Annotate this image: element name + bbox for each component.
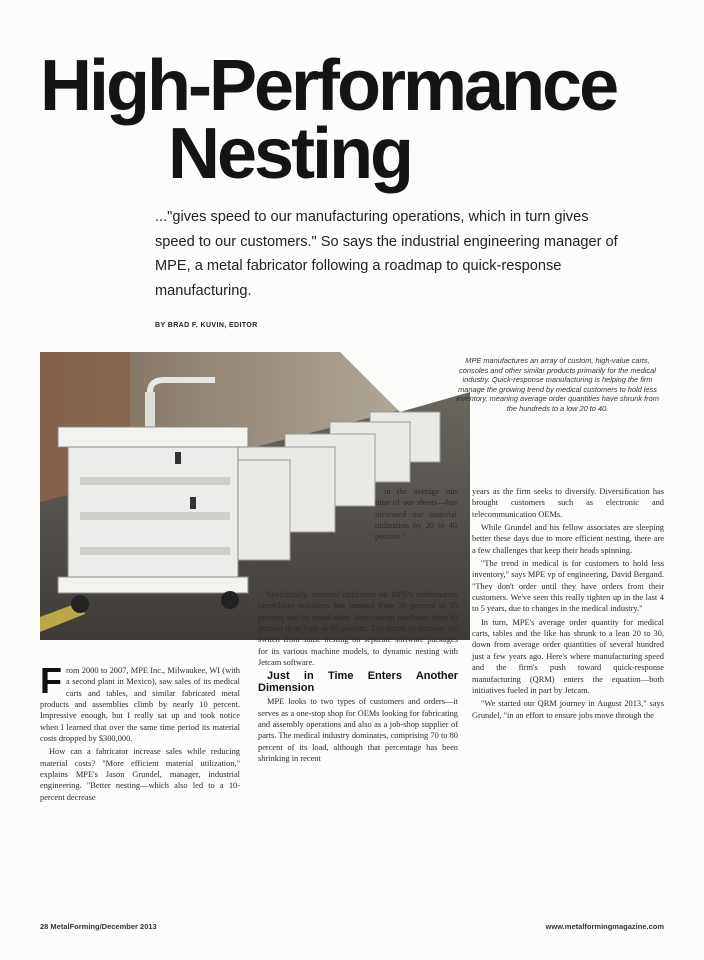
paragraph: in the average run time of our sheets—has increased our material utilization by 20 to 40 percent." [375, 487, 457, 542]
footer-url[interactable]: www.metalformingmagazine.com [545, 922, 664, 931]
article-column-1 [40, 660, 240, 805]
photo-caption: MPE manufactures an array of custom, high-value carts, consoles and other similar products primarily for the medical industry. Quick-response manufacturing is helping the firm manage the growing trend by medical customers to hold less inventory, meaning average order quantities have shrunk from the hundreds to a low 20 to 40. [456, 356, 659, 413]
paragraph: "The trend in medical is for customers to hold less inventory," says MPE vp of engineering, David Bergand. "They don't order until they have orders from their customers. We've seen this really tighten up in the last 4 to 5 years, due to changes in the medical industry." [472, 559, 664, 614]
headline-line1: High-Performance [40, 46, 617, 126]
paragraph: From 2000 to 2007, MPE Inc., Milwaukee, WI (with a second plant in Mexico), saw sales of its medical carts and tables, and similar fabricated metal products and assemblies climb by nearly 10 percent. Impressive enough, but I really sat up and took notice when I learned that over the same time period its material costs dropped by $300,000. [40, 660, 240, 744]
article-column-2 [258, 589, 458, 766]
subhead: Just in Time Enters Another Dimension [258, 670, 458, 695]
article-column-2-wrap [375, 486, 457, 543]
drop-cap: F [40, 660, 62, 701]
headline-line2: Nesting [168, 114, 412, 194]
paragraph: In turn, MPE's average order quantity for medical carts, tables and the like has shrunk to a lean 20 to 30, down from average order quantities of several hundred just a few years ago. Here's where manufacturing speed and the firm's push toward quick-response manufacturing (QRM) enters the equation—both initiatives fueled in part by Jetcam. [472, 617, 664, 695]
paragraph: MPE looks to two types of customers and orders—it serves as a one-stop shop for OEMs looking for fabricating and assembly operations and also as a job-shop supplier of parts. The medical industry dominates, comprising 70 to 80 percent of its load, although that percentage has been shrinking in recent [258, 697, 458, 764]
paragraph: How can a fabricator increase sales while reducing material costs? "More efficient material utilization," explains MPE's Jason Grundel, manager, industrial engineering. "Better nesting—which also led to a 10-percent decrease [40, 747, 240, 802]
byline: BY BRAD F. KUVIN, EDITOR [155, 322, 258, 329]
article-column-3 [472, 486, 664, 723]
paragraph: years as the firm seeks to diversify. Diversification has brought customers such as electronic and telecommunication OEMs. [472, 487, 664, 519]
paragraph: "We started our QRM journey in August 2013," says Grundel, "in an effort to ensure jobs move through the [472, 699, 664, 720]
paragraph: Specifically, material utilization on MPE's combination turret/laser machines has jumped from 50 percent to 85 percent, and on stand-alone laser-cutting machines from 60 percent to as high as 85 percent. The secret to success: the switch from static nesting on separate software packages for its various machine models, to dynamic nesting with Jetcam software. [258, 590, 458, 668]
footer-folio: 28 MetalForming/December 2013 [40, 922, 157, 931]
deck-text: ..."gives speed to our manufacturing operations, which in turn gives speed to our customers." So says the industrial engineering manager of MPE, a metal fabricator following a roadmap to quick-response manufacturing. [155, 209, 618, 299]
paragraph: While Grundel and his fellow associates are sleeping better these days due to more efficient nesting, there are a few challenges that keep their heads spinning. [472, 523, 664, 555]
